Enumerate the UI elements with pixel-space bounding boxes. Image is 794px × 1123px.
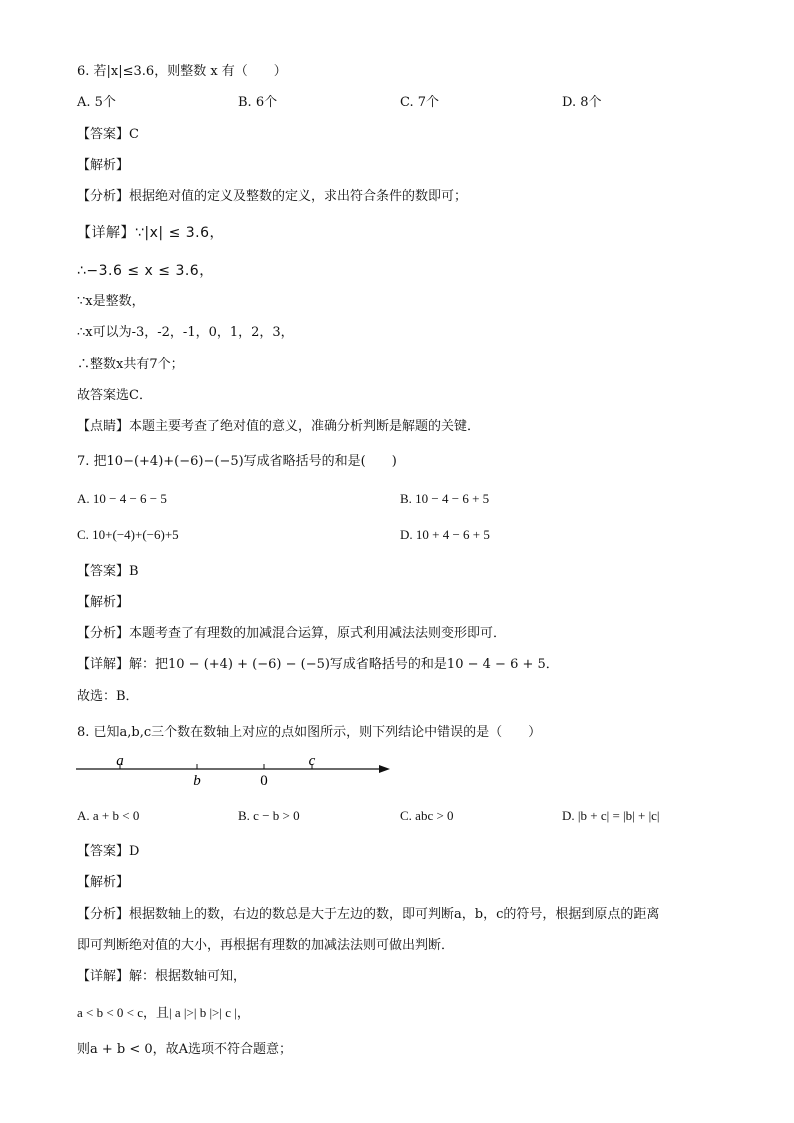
axis-label-0: 0 bbox=[260, 773, 268, 789]
q6-option-d: D. 8个 bbox=[562, 95, 602, 110]
q8-detail-2: a < b < 0 < c，且| a |>| b |>| c |， bbox=[77, 1005, 250, 1020]
q6-option-b: B. 6个 bbox=[238, 95, 278, 110]
q6-dianjing: 【点睛】本题主要考查了绝对值的意义，准确分析判断是解题的关键． bbox=[77, 419, 481, 434]
q7-fenxi: 【分析】本题考查了有理数的加减混合运算，原式利用减法法则变形即可． bbox=[77, 626, 507, 641]
number-line-arrow bbox=[379, 765, 390, 773]
q8-detail-3: 则a + b < 0，故A选项不符合题意； bbox=[77, 1042, 293, 1057]
q8-fenxi-1: 【分析】根据数轴上的数，右边的数总是大于左边的数，即可判断a，b，c的符号，根据到原点的距离 bbox=[77, 907, 660, 922]
q6-option-c: C. 7个 bbox=[400, 95, 440, 110]
q7-detail-1: 【详解】解：把10 − (+4) + (−6) − (−5)写成省略括号的和是10 − 4 − 6 + 5． bbox=[77, 657, 559, 672]
q7-option-d: D. 10 + 4 − 6 + 5 bbox=[400, 527, 490, 542]
q6-option-a: A. 5个 bbox=[77, 95, 116, 110]
q8-stem: 8. 已知a,b,c三个数在数轴上对应的点如图所示，则下列结论中错误的是（ ） bbox=[77, 725, 542, 740]
q8-fenxi-2: 即可判断绝对值的大小，再根据有理数的加减法法则可做出判断． bbox=[77, 938, 455, 953]
q6-detail-6: 故答案选C． bbox=[77, 388, 152, 403]
q6-detail-4: ∴x可以为-3，-2，-1，0，1，2，3， bbox=[77, 325, 294, 340]
axis-label-a: a bbox=[116, 755, 124, 769]
q7-option-a: A. 10 − 4 − 6 − 5 bbox=[77, 491, 167, 506]
q8-option-a: A. a + b < 0 bbox=[77, 808, 140, 823]
q7-option-c: C. 10+(−4)+(−6)+5 bbox=[77, 527, 179, 542]
q8-option-b: B. c − b > 0 bbox=[238, 808, 300, 823]
q8-detail-1: 【详解】解：根据数轴可知， bbox=[77, 969, 247, 984]
q7-detail-2: 故选：B． bbox=[77, 689, 139, 704]
q7-analysis-title: 【解析】 bbox=[77, 595, 130, 610]
number-line bbox=[70, 755, 400, 791]
q6-detail-3: ∵x是整数， bbox=[77, 294, 145, 309]
axis-label-b: b bbox=[193, 773, 201, 789]
q6-answer: 【答案】C bbox=[77, 127, 139, 142]
q6-fenxi: 【分析】根据绝对值的定义及整数的定义，求出符合条件的数即可； bbox=[77, 189, 468, 204]
q8-option-c: C. abc > 0 bbox=[400, 808, 454, 823]
q6-detail-5: ∴整数x共有7个； bbox=[77, 357, 184, 372]
q6-detail-2: ∴−3.6 ≤ x ≤ 3.6， bbox=[77, 263, 214, 279]
q7-stem: 7. 把10−(+4)+(−6)−(−5)写成省略括号的和是( ) bbox=[77, 454, 397, 469]
q8-analysis-title: 【解析】 bbox=[77, 875, 130, 890]
q6-detail-1: 【详解】∵|x| ≤ 3.6， bbox=[77, 225, 225, 241]
q7-answer: 【答案】B bbox=[77, 564, 139, 579]
q8-option-d: D. |b + c| = |b| + |c| bbox=[562, 808, 660, 823]
q7-option-b: B. 10 − 4 − 6 + 5 bbox=[400, 491, 490, 506]
axis-label-c: c bbox=[308, 755, 316, 769]
q8-answer: 【答案】D bbox=[77, 844, 140, 859]
q6-stem: 6. 若|x|≤3.6，则整数 x 有（ ） bbox=[77, 64, 287, 79]
q6-analysis-title: 【解析】 bbox=[77, 158, 130, 173]
